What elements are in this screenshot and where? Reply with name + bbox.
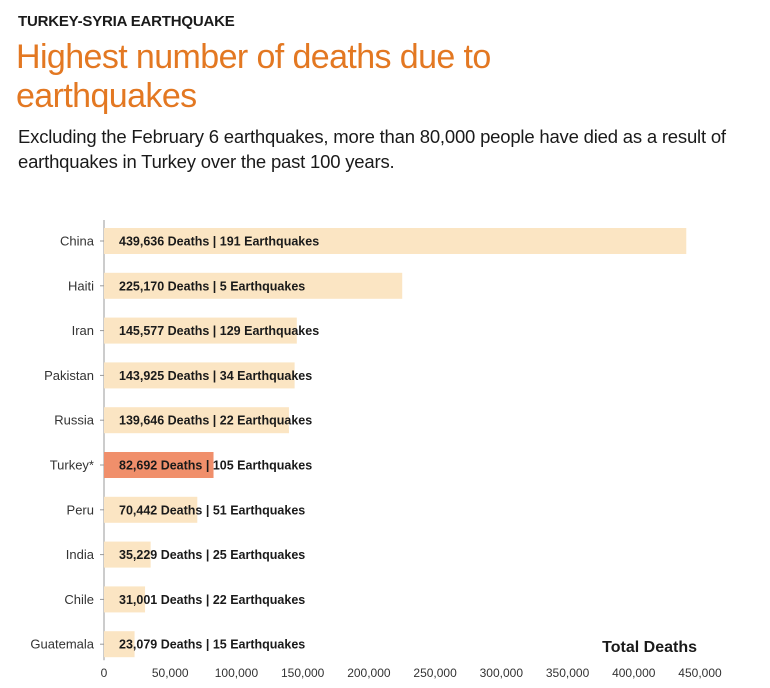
x-tick-label: 400,000 — [612, 666, 656, 681]
x-tick-label: 450,000 — [678, 666, 722, 681]
data-label: 439,636 Deaths | 191 Earthquakes — [119, 234, 320, 249]
category-label: India — [65, 547, 94, 563]
x-tick-label: 300,000 — [479, 666, 524, 681]
category-label: Pakistan — [44, 367, 94, 383]
category-label: Guatemala — [30, 636, 94, 652]
x-tick-label: 150,000 — [280, 666, 325, 681]
category-label: Russia — [54, 412, 94, 428]
x-tick-label: 0 — [100, 666, 108, 681]
bar-chart — [0, 210, 770, 688]
category-label: Iran — [71, 323, 94, 339]
chart-subtitle: Excluding the February 6 earthquakes, more than 80,000 people have died as a result of earthquakes in Turkey over the past 100 years. — [18, 126, 726, 172]
x-tick-label: 50,000 — [151, 666, 189, 681]
category-label: Turkey* — [49, 457, 94, 473]
x-tick-label: 100,000 — [214, 666, 259, 681]
data-label: 145,577 Deaths | 129 Earthquakes — [119, 324, 320, 339]
data-label: 139,646 Deaths | 22 Earthquakes — [119, 413, 313, 428]
chart-title: Highest number of deaths due to earthquakes — [16, 38, 491, 115]
data-label: 70,442 Deaths | 51 Earthquakes — [119, 503, 306, 518]
x-tick-label: 200,000 — [347, 666, 391, 681]
category-label: Chile — [64, 591, 94, 607]
data-label: 35,229 Deaths | 25 Earthquakes — [119, 548, 306, 563]
data-label: 31,001 Deaths | 22 Earthquakes — [119, 592, 306, 607]
data-label: 225,170 Deaths | 5 Earthquakes — [119, 279, 306, 294]
x-axis-title: Total Deaths — [602, 639, 697, 656]
data-label: 23,079 Deaths | 15 Earthquakes — [119, 637, 306, 652]
data-label: 82,692 Deaths | 105 Earthquakes — [119, 458, 313, 473]
category-label: Peru — [66, 502, 94, 518]
category-label: China — [60, 233, 94, 249]
kicker: TURKEY-SYRIA EARTHQUAKE — [18, 13, 235, 30]
category-label: Haiti — [67, 278, 94, 294]
x-tick-label: 250,000 — [413, 666, 457, 681]
data-label: 143,925 Deaths | 34 Earthquakes — [119, 368, 313, 383]
x-tick-label: 350,000 — [545, 666, 590, 681]
